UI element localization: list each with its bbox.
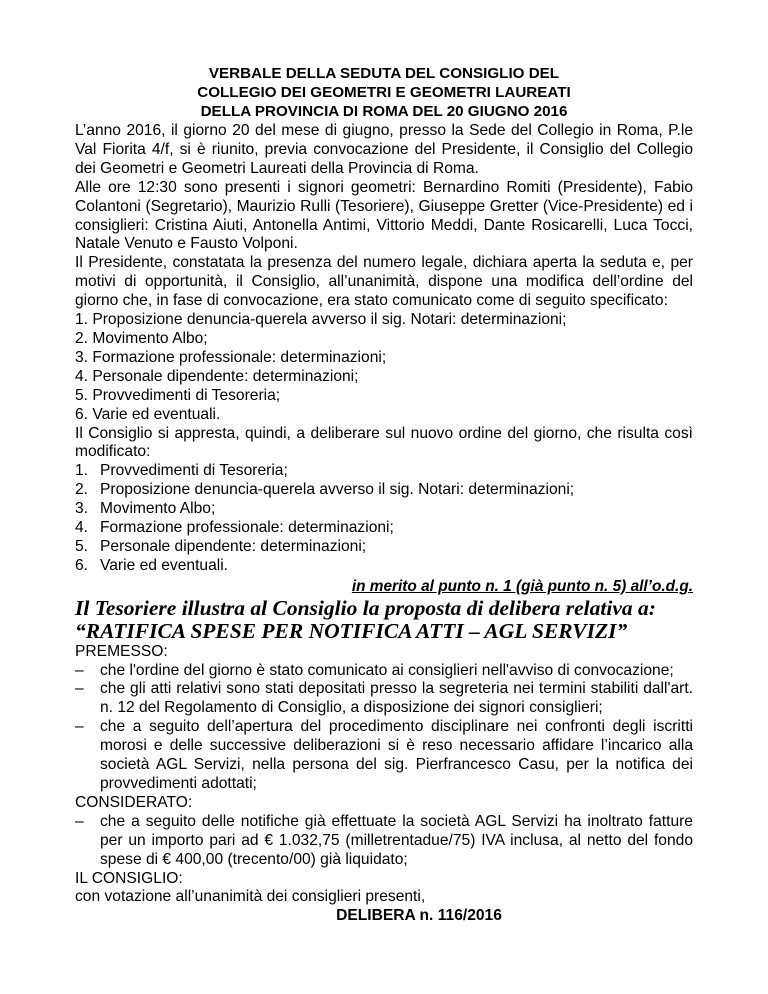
item-text: Proposizione denuncia-querela avverso il sig. Notari: determinazioni;	[100, 481, 575, 499]
item-text: che l'ordine del giorno è stato comunicato ai consiglieri nell'avviso di convocazione;	[100, 661, 674, 679]
votazione-text: con votazione all’unanimità dei consiglieri presenti,	[75, 888, 426, 906]
list-item	[75, 718, 693, 794]
list-item: 1. Proposizione denuncia-querela avverso il sig. Notari: determinazioni;	[75, 311, 567, 329]
list-item: 5. Provvedimenti di Tesoreria;	[75, 386, 281, 404]
item-number: 5.	[75, 537, 89, 555]
item-text: che a seguito dell’apertura del procedimento disciplinare nei confronti degli iscritti morosi e delle successive deliberazioni si è reso necessario affidare l’incarico alla società AGL Servizi, nella persona del sig. Pierfrancesco Casu, per la notifica dei provvedimenti adottati;	[100, 718, 693, 792]
item-text: Provvedimenti di Tesoreria;	[100, 462, 288, 480]
list-item	[75, 481, 693, 500]
new-agenda	[75, 462, 693, 575]
title-line-1: VERBALE DELLA SEDUTA DEL CONSIGLIO DEL	[208, 65, 560, 82]
list-item	[75, 557, 693, 576]
dash-bullet: –	[75, 812, 84, 830]
considerato-list	[75, 813, 693, 870]
list-item: 2. Movimento Albo;	[75, 329, 208, 347]
list-item	[75, 500, 693, 519]
list-item	[75, 462, 693, 481]
list-item	[75, 813, 693, 870]
appresta-paragraph: Il Consiglio si appresta, quindi, a deliberare sul nuovo ordine del giorno, che risulta così modificato:	[75, 424, 693, 461]
document-body	[75, 122, 693, 926]
consiglio-heading: IL CONSIGLIO:	[75, 869, 183, 887]
list-item: 6. Varie ed eventuali.	[75, 405, 221, 423]
item-number: 4.	[75, 519, 89, 537]
proposal-line-2: “RATIFICA SPESE PER NOTIFICA ATTI – AGL SERVIZI”	[75, 618, 628, 643]
presenti-paragraph: Alle ore 12:30 sono presenti i signori geometri: Bernardino Romiti (Presidente), Fabio Colantoni (Segretario), Maurizio Rulli (Tesoriere), Giuseppe Gretter (Vice-Presidente) ed i consiglieri: Cristina Aiuti, Antonella Antimi, Vittorio Meddi, Dante Rosicarelli, Luca Tocci, Natale Venuto e Fausto Volponi.	[75, 178, 693, 253]
document-title	[0, 65, 768, 122]
item-text: che a seguito delle notifiche già effettuate la società AGL Servizi ha inoltrato fatture per un importo pari ad € 1.032,75 (milletrentadue/75) IVA inclusa, al netto del fondo spese di € 400,00 (trecento/00) già liquidato;	[100, 812, 693, 868]
list-item	[75, 680, 693, 718]
title-line-2: COLLEGIO DEI GEOMETRI E GEOMETRI LAUREATI	[197, 83, 571, 101]
delibera-number: DELIBERA n. 116/2016	[336, 907, 502, 925]
item-text: Varie ed eventuali.	[100, 556, 229, 574]
intro-paragraph: L’anno 2016, il giorno 20 del mese di giugno, presso la Sede del Collegio in Roma, P.le Val Fiorita 4/f, si è riunito, previa convocazione del Presidente, il Consiglio del Collegio dei Geometri e Geometri Laureati della Provincia di Roma.	[75, 122, 693, 177]
list-item: 3. Formazione professionale: determinazioni;	[75, 348, 387, 366]
original-agenda	[75, 311, 693, 424]
proposal-line-1: Il Tesoriere illustra al Consiglio la proposta di delibera relativa a:	[75, 595, 656, 620]
list-item	[75, 538, 693, 557]
item-number: 2.	[75, 481, 89, 499]
dash-bullet: –	[75, 718, 84, 736]
item-number: 1.	[75, 462, 89, 480]
list-item: 4. Personale dipendente: determinazioni;	[75, 367, 359, 385]
item-text: Formazione professionale: determinazioni;	[100, 519, 394, 537]
dash-bullet: –	[75, 661, 84, 679]
dash-bullet: –	[75, 680, 84, 698]
merito-heading: in merito al punto n. 1 (già punto n. 5) all’o.d.g.	[351, 577, 693, 595]
list-item	[75, 519, 693, 538]
title-line-3: DELLA PROVINCIA DI ROMA DEL 20 GIUGNO 2016	[200, 102, 568, 120]
item-text: che gli atti relativi sono stati depositati presso la segreteria nei termini stabiliti dall'art. n. 12 del Regolamento di Consiglio, a disposizione dei signori consiglieri;	[100, 680, 693, 717]
item-number: 3.	[75, 500, 89, 518]
item-text: Personale dipendente: determinazioni;	[100, 537, 367, 555]
considerato-heading: CONSIDERATO:	[75, 793, 193, 811]
list-item	[75, 662, 693, 681]
premesso-heading: PREMESSO:	[75, 642, 168, 660]
item-text: Movimento Albo;	[100, 500, 216, 518]
presidente-paragraph: Il Presidente, constatata la presenza del numero legale, dichiara aperta la seduta e, per motivi di opportunità, il Consiglio, all’unanimità, dispone una modifica dell’ordine del giorno che, in fase di convocazione, era stato comunicato come di seguito specificato:	[75, 254, 693, 310]
premesso-list	[75, 662, 693, 794]
item-number: 6.	[75, 556, 89, 574]
